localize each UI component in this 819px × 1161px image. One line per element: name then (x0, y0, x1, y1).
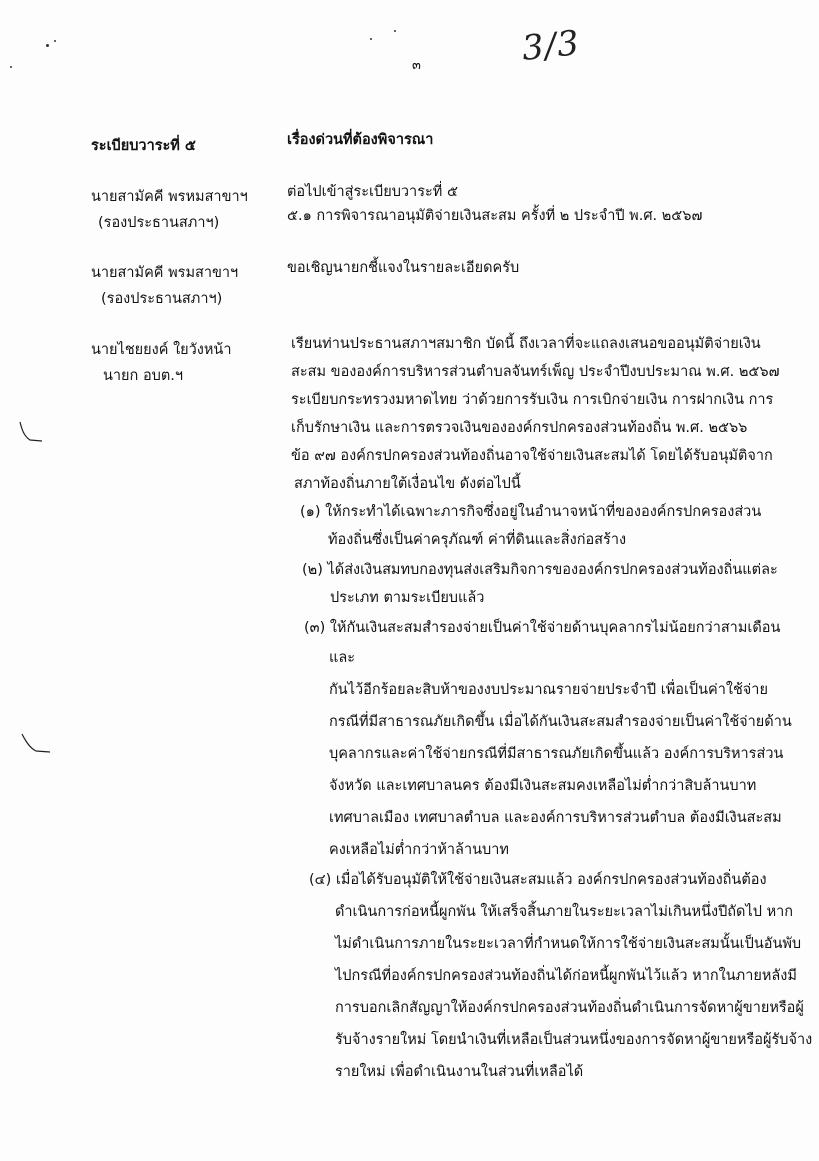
minutes-line: ข้อ ๙๗ องค์กรปกครองส่วนท้องถิ่นอาจใช้จ่ายเงินสะสมได้ โดยได้รับอนุมัติจาก (291, 448, 773, 464)
page-number: ๓ (412, 58, 421, 73)
minutes-line: เทศบาลเมือง เทศบาลตำบล และองค์การบริหารส่วนตำบล ต้องมีเงินสะสม (329, 810, 782, 826)
condition-item-4: (๔) เมื่อได้รับอนุมัติให้ใช้จ่ายเงินสะสมแล้ว องค์กรปกครองส่วนท้องถิ่นต้อง (309, 872, 767, 888)
speaker-role: นายก อบต.ฯ (103, 368, 184, 384)
margin-pen-mark (18, 732, 52, 756)
minutes-line: การบอกเลิกสัญญาให้องค์กรปกครองส่วนท้องถิ่นดำเนินการจัดหาผู้ขายหรือผู้ (335, 1000, 804, 1016)
minutes-line: กันไว้อีกร้อยละสิบห้าของงบประมาณรายจ่ายประจำปี เพื่อเป็นค่าใช้จ่าย (329, 682, 768, 698)
margin-pen-mark (14, 420, 44, 444)
minutes-line: ระเบียบกระทรวงมหาดไทย ว่าด้วยการรับเงิน การเบิกจ่ายเงิน การฝากเงิน การ (291, 392, 774, 408)
speaker-name: นายไชยยงค์ ใยวังหน้า (91, 342, 232, 358)
minutes-line: สะสม ขององค์การบริหารส่วนตำบลจันทร์เพ็ญ ประจำปีงบประมาณ พ.ศ. ๒๕๖๗ (291, 364, 780, 380)
scan-speck (394, 30, 396, 32)
agenda-label: ระเบียบวาระที่ ๕ (91, 138, 196, 154)
scan-speck (54, 40, 56, 42)
minutes-line: สภาท้องถิ่นภายใต้เงื่อนไข ดังต่อไปนี้ (294, 476, 521, 492)
scan-speck (46, 44, 49, 47)
minutes-line: คงเหลือไม่ต่ำกว่าห้าล้านบาท (329, 842, 509, 858)
condition-item-2: (๒) ได้ส่งเงินสมทบกองทุนส่งเสริมกิจการขององค์กรปกครองส่วนท้องถิ่นแต่ละ (302, 562, 778, 578)
scan-speck (10, 66, 12, 68)
minutes-line: กรณีที่มีสาธารณภัยเกิดขึ้น เมื่อได้กันเงินสะสมสำรองจ่ายเป็นค่าใช้จ่ายด้าน (329, 714, 792, 730)
minutes-line: และ (329, 650, 356, 666)
minutes-line: เก็บรักษาเงิน และการตรวจเงินขององค์กรปกครองส่วนท้องถิ่น พ.ศ. ๒๕๖๖ (291, 420, 748, 436)
minutes-line: จังหวัด และเทศบาลนคร ต้องมีเงินสะสมคงเหลือไม่ต่ำกว่าสิบล้านบาท (329, 778, 757, 794)
minutes-line: ประเภท ตามระเบียบแล้ว (330, 590, 485, 606)
speaker-name: นายสามัคคี พรมสาขาฯ (91, 265, 239, 281)
speaker-name: นายสามัคคี พรหมสาขาฯ (91, 189, 248, 205)
handwritten-page-note: 3/3 (520, 23, 582, 69)
minutes-line: บุคลากรและค่าใช้จ่ายกรณีที่มีสาธารณภัยเกิดขึ้นแล้ว องค์การบริหารส่วน (329, 746, 784, 762)
minutes-line: ไปกรณีที่องค์กรปกครองส่วนท้องถิ่นได้ก่อหนี้ผูกพันไว้แล้ว หากในภายหลังมี (335, 968, 797, 984)
speaker-role: (รองประธานสภาฯ) (98, 215, 220, 231)
minutes-line: เรียนท่านประธานสภาฯสมาชิก บัดนี้ ถึงเวลาที่จะแถลงเสนอขออนุมัติจ่ายเงิน (291, 336, 761, 352)
minutes-line: ขอเชิญนายกชี้แจงในรายละเอียดครับ (287, 260, 520, 276)
minutes-line: ดำเนินการก่อหนี้ผูกพัน ให้เสร็จสิ้นภายในระยะเวลาไม่เกินหนึ่งปีถัดไป หาก (335, 904, 794, 920)
condition-item-3: (๓) ให้กันเงินสะสมสำรองจ่ายเป็นค่าใช้จ่ายด้านบุคลากรไม่น้อยกว่าสามเดือน (304, 620, 781, 636)
minutes-line: รับจ้างรายใหม่ โดยนำเงินที่เหลือเป็นส่วนหนึ่งของการจัดหาผู้ขายหรือผู้รับจ้าง (335, 1032, 813, 1048)
minutes-line: ๕.๑ การพิจารณาอนุมัติจ่ายเงินสะสม ครั้งที่ ๒ ประจำปี พ.ศ. ๒๕๖๗ (287, 208, 703, 224)
speaker-role: (รองประธานสภาฯ) (101, 291, 223, 307)
scan-speck (370, 38, 372, 40)
minutes-line: ท้องถิ่นซึ่งเป็นค่าครุภัณฑ์ ค่าที่ดินและสิ่งก่อสร้าง (328, 532, 627, 548)
minutes-line: ไม่ดำเนินการภายในระยะเวลาที่กำหนดให้การใช้จ่ายเงินสะสมนั้นเป็นอันพับ (335, 936, 802, 952)
minutes-line: ต่อไปเข้าสู่ระเบียบวาระที่ ๕ (287, 184, 458, 200)
condition-item-1: (๑) ให้กระทำได้เฉพาะภารกิจซึ่งอยู่ในอำนาจหน้าที่ขององค์กรปกครองส่วน (300, 504, 762, 520)
agenda-title: เรื่องด่วนที่ต้องพิจารณา (287, 132, 434, 148)
minutes-line: รายใหม่ เพื่อดำเนินงานในส่วนที่เหลือได้ (335, 1064, 584, 1080)
